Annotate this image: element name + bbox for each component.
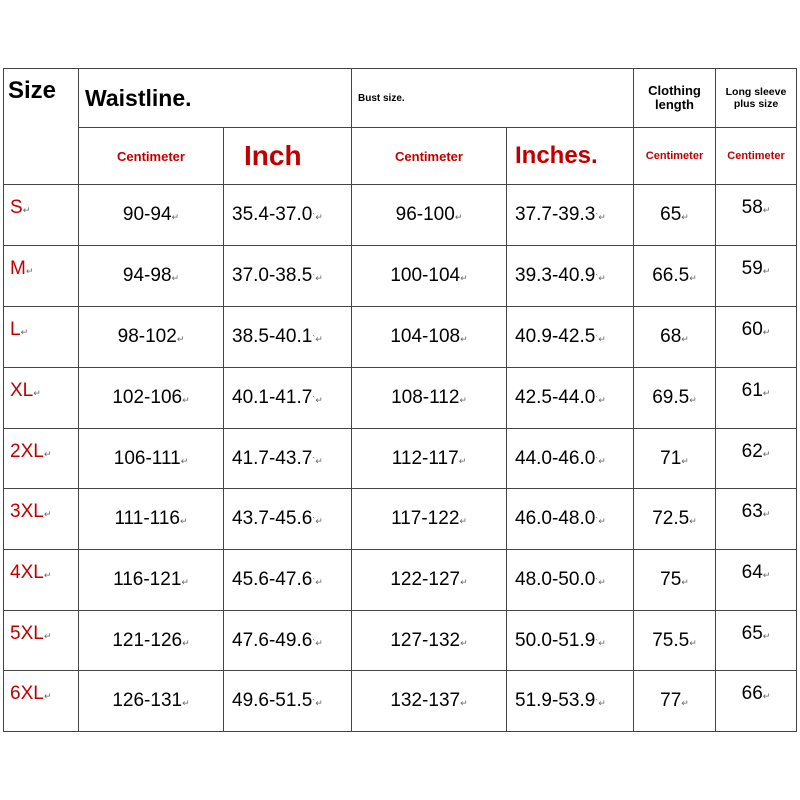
waist-inch-cell-value: 38.5-40.1: [232, 326, 313, 347]
bust-cm-cell: [352, 246, 507, 307]
paragraph-mark: ↵: [458, 455, 467, 466]
waistline-header: Waistline.: [79, 69, 352, 128]
paragraph-mark: ↵: [22, 205, 31, 215]
paragraph-mark: ↵: [689, 395, 697, 405]
long-sleeve-header: [716, 69, 797, 128]
size-cell: [4, 307, 79, 368]
paragraph-mark: ↵: [171, 212, 180, 222]
paragraph-mark: ↵: [460, 273, 468, 283]
table-row: [4, 489, 797, 550]
paragraph-mark: ↵: [460, 637, 468, 648]
length-cell: [634, 429, 716, 489]
size-cell-value: 5XL: [10, 623, 44, 644]
length-cell-value: 75: [660, 569, 682, 590]
paragraph-mark: `↵: [312, 273, 323, 283]
waist-inch-cell: [224, 550, 352, 611]
size-cell: [4, 611, 79, 671]
bust-inch-cell: [507, 246, 634, 307]
length-cell-value: 66.5: [652, 265, 690, 286]
bust-inch-unit: Inches.: [507, 128, 634, 185]
waist-cm-cell: [79, 307, 224, 368]
paragraph-mark: ↵: [43, 449, 52, 459]
sleeve-cell-value: 59: [741, 258, 763, 279]
paragraph-mark: ↵: [25, 266, 34, 276]
paragraph-mark: ↵: [459, 516, 467, 526]
sleeve-cell-value: 64: [741, 562, 763, 583]
bust-inch-cell-value: 39.3-40.9: [515, 265, 596, 286]
size-cell-value: M: [10, 258, 26, 279]
bust-inch-cell-value: 46.0-48.0: [515, 508, 596, 529]
paragraph-mark: ↵: [176, 334, 185, 344]
waist-cm-cell-value: 90-94: [122, 204, 172, 225]
sleeve-cell-value: 61: [741, 380, 763, 401]
length-cell-value: 72.5: [652, 508, 690, 529]
table-row: [4, 185, 797, 246]
bust-cm-cell-value: 122-127: [390, 569, 461, 590]
paragraph-mark: ↵: [689, 516, 697, 526]
header-row: [4, 69, 797, 128]
paragraph-mark: ↵: [181, 577, 189, 587]
paragraph-mark: ↵: [689, 273, 697, 283]
waist-inch-unit: Inch: [224, 128, 352, 185]
waist-cm-cell-value: 98-102: [117, 326, 177, 347]
paragraph-mark: `↵: [312, 334, 323, 344]
size-cell: [4, 429, 79, 489]
size-cell: [4, 550, 79, 611]
paragraph-mark: ↵: [171, 273, 180, 283]
waist-cm-cell-value: 116-121: [113, 569, 182, 590]
paragraph-mark: `↵: [595, 698, 606, 708]
bust-cm-unit: Centimeter: [352, 128, 507, 185]
paragraph-mark: ↵: [459, 395, 467, 405]
paragraph-mark: ↵: [681, 334, 689, 344]
length-cell: [634, 246, 716, 307]
sleeve-cell: [716, 368, 797, 429]
clothing-length-line-2: length: [655, 97, 694, 112]
size-cell-value: 3XL: [10, 501, 44, 522]
sleeve-cell: [716, 611, 797, 671]
unit-row: [4, 128, 797, 185]
sleeve-cell-value: 58: [741, 197, 763, 218]
size-cell: [4, 368, 79, 429]
sleeve-cell: [716, 307, 797, 368]
size-header: Size: [4, 69, 79, 185]
bust-inch-cell-value: 44.0-46.0: [515, 447, 596, 469]
paragraph-mark: ↵: [182, 395, 190, 405]
bust-inch-cell: [507, 550, 634, 611]
waist-inch-cell-value: 49.6-51.5: [232, 690, 313, 711]
paragraph-mark: ↵: [180, 455, 189, 466]
paragraph-mark: `↵: [595, 212, 606, 222]
waist-inch-cell: [224, 671, 352, 732]
bust-cm-cell-value: 127-132: [390, 629, 461, 651]
paragraph-mark: ↵: [762, 327, 771, 337]
bust-inch-cell: [507, 429, 634, 489]
waist-cm-cell: [79, 550, 224, 611]
bust-cm-cell: [352, 550, 507, 611]
waist-cm-unit: Centimeter: [79, 128, 224, 185]
waist-cm-cell: [79, 246, 224, 307]
paragraph-mark: `↵: [312, 698, 323, 708]
length-cell-value: 68: [660, 326, 682, 347]
paragraph-mark: `↵: [595, 577, 606, 587]
waist-inch-cell-value: 43.7-45.6: [232, 508, 313, 529]
size-cell-value: 4XL: [10, 562, 44, 583]
long-sleeve-line-1: Long sleeve: [725, 86, 787, 98]
paragraph-mark: ↵: [762, 205, 771, 215]
size-chart-table: [3, 68, 797, 732]
paragraph-mark: `↵: [312, 516, 323, 526]
paragraph-mark: ↵: [20, 327, 29, 337]
paragraph-mark: ↵: [762, 509, 771, 519]
waist-inch-cell: [224, 246, 352, 307]
waist-inch-cell-value: 47.6-49.6: [232, 629, 313, 651]
bust-inch-cell: [507, 185, 634, 246]
bust-inch-cell: [507, 671, 634, 732]
length-cell: [634, 368, 716, 429]
waist-inch-cell: [224, 611, 352, 671]
bust-cm-cell: [352, 185, 507, 246]
waist-inch-cell-value: 40.1-41.7: [232, 387, 313, 408]
waist-inch-cell-value: 35.4-37.0: [232, 204, 313, 225]
size-cell-value: 2XL: [10, 441, 44, 462]
length-cell: [634, 611, 716, 671]
size-cell: [4, 185, 79, 246]
table-row: [4, 611, 797, 671]
bust-cm-cell-value: 112-117: [391, 447, 459, 469]
size-cell: [4, 246, 79, 307]
sleeve-cell: [716, 246, 797, 307]
length-cell: [634, 489, 716, 550]
bust-inch-cell-value: 48.0-50.0: [515, 569, 596, 590]
paragraph-mark: ↵: [689, 637, 697, 648]
length-cell: [634, 307, 716, 368]
paragraph-mark: `↵: [312, 212, 323, 222]
size-cell-value: S: [10, 197, 23, 218]
bust-cm-cell: [352, 429, 507, 489]
waist-inch-cell-value: 37.0-38.5: [232, 265, 313, 286]
bust-inch-cell: [507, 611, 634, 671]
paragraph-mark: ↵: [43, 691, 52, 701]
waist-cm-cell: [79, 368, 224, 429]
clothing-length-line-1: Clothing: [648, 83, 701, 98]
waist-cm-cell: [79, 611, 224, 671]
paragraph-mark: ↵: [762, 449, 771, 459]
size-cell: [4, 489, 79, 550]
bust-cm-cell-value: 96-100: [395, 204, 455, 225]
paragraph-mark: `↵: [595, 455, 606, 466]
bust-cm-cell-value: 104-108: [390, 326, 461, 347]
paragraph-mark: ↵: [43, 631, 52, 641]
bust-inch-cell-value: 50.0-51.9: [515, 629, 596, 651]
bust-inch-cell-value: 51.9-53.9: [515, 690, 596, 711]
paragraph-mark: ↵: [43, 570, 52, 580]
paragraph-mark: ↵: [681, 698, 689, 708]
paragraph-mark: `↵: [595, 273, 606, 283]
waist-cm-cell: [79, 489, 224, 550]
size-cell-value: XL: [10, 380, 34, 401]
paragraph-mark: `↵: [312, 455, 323, 466]
paragraph-mark: ↵: [182, 637, 190, 648]
waist-inch-cell: [224, 185, 352, 246]
paragraph-mark: `↵: [312, 577, 323, 587]
length-cell-value: 75.5: [652, 629, 690, 651]
sleeve-cell-value: 65: [741, 623, 763, 644]
bust-inch-cell-value: 40.9-42.5: [515, 326, 596, 347]
waist-inch-cell: [224, 368, 352, 429]
sleeve-cell: [716, 489, 797, 550]
paragraph-mark: ↵: [460, 698, 468, 708]
length-cell-value: 71: [660, 447, 682, 469]
paragraph-mark: `↵: [595, 516, 606, 526]
paragraph-mark: ↵: [454, 212, 463, 222]
bust-cm-cell: [352, 489, 507, 550]
paragraph-mark: `↵: [595, 395, 606, 405]
paragraph-mark: ↵: [681, 212, 689, 222]
length-cm-unit: Centimeter: [634, 128, 716, 185]
paragraph-mark: ↵: [762, 570, 771, 580]
paragraph-mark: ↵: [762, 266, 771, 276]
paragraph-mark: ↵: [762, 631, 771, 641]
waist-cm-cell-value: 102-106: [112, 387, 183, 408]
table-row: [4, 671, 797, 732]
bust-size-header: Bust size.: [352, 69, 634, 128]
paragraph-mark: ↵: [460, 577, 468, 587]
paragraph-mark: `↵: [312, 395, 323, 405]
bust-cm-cell: [352, 671, 507, 732]
waist-cm-cell-value: 106-111: [113, 447, 181, 469]
waist-inch-cell: [224, 429, 352, 489]
table-row: [4, 550, 797, 611]
sleeve-cell: [716, 185, 797, 246]
sleeve-cm-unit: Centimeter: [716, 128, 797, 185]
bust-cm-cell-value: 117-122: [391, 508, 460, 529]
size-cell-value: L: [10, 319, 21, 340]
waist-cm-cell-value: 94-98: [122, 265, 172, 286]
sleeve-cell-value: 62: [741, 441, 763, 462]
sleeve-cell: [716, 550, 797, 611]
bust-cm-cell: [352, 307, 507, 368]
length-cell-value: 69.5: [652, 387, 690, 408]
length-cell-value: 77: [660, 690, 682, 711]
paragraph-mark: `↵: [595, 334, 606, 344]
bust-cm-cell-value: 100-104: [390, 265, 461, 286]
length-cell: [634, 671, 716, 732]
length-cell: [634, 550, 716, 611]
paragraph-mark: ↵: [762, 388, 771, 398]
paragraph-mark: ↵: [762, 691, 771, 701]
bust-inch-cell: [507, 368, 634, 429]
waist-cm-cell-value: 111-116: [114, 508, 180, 529]
sleeve-cell-value: 63: [741, 501, 763, 522]
paragraph-mark: ↵: [43, 509, 52, 519]
bust-inch-cell-value: 37.7-39.3: [515, 204, 596, 225]
bust-cm-cell-value: 108-112: [391, 387, 460, 408]
paragraph-mark: ↵: [681, 455, 689, 466]
waist-cm-cell: [79, 185, 224, 246]
paragraph-mark: ↵: [179, 516, 188, 526]
waist-cm-cell-value: 126-131: [112, 690, 183, 711]
waist-inch-cell: [224, 307, 352, 368]
clothing-length-header: [634, 69, 716, 128]
paragraph-mark: ↵: [460, 334, 468, 344]
paragraph-mark: ↵: [182, 698, 190, 708]
bust-inch-cell: [507, 307, 634, 368]
waist-inch-cell: [224, 489, 352, 550]
waist-cm-cell: [79, 429, 224, 489]
size-cell: [4, 671, 79, 732]
sleeve-cell: [716, 671, 797, 732]
sleeve-cell-value: 66: [741, 683, 763, 704]
bust-cm-cell: [352, 368, 507, 429]
size-cell-value: 6XL: [10, 683, 44, 704]
waist-inch-cell-value: 41.7-43.7: [232, 447, 313, 469]
waist-cm-cell-value: 121-126: [112, 629, 183, 651]
bust-inch-cell: [507, 489, 634, 550]
paragraph-mark: ↵: [681, 577, 689, 587]
bust-inch-cell-value: 42.5-44.0: [515, 387, 596, 408]
length-cell-value: 65: [660, 204, 682, 225]
sleeve-cell-value: 60: [741, 319, 763, 340]
size-rows: [4, 185, 797, 732]
paragraph-mark: `↵: [595, 637, 606, 648]
bust-cm-cell-value: 132-137: [390, 690, 461, 711]
table-row: [4, 429, 797, 489]
waist-cm-cell: [79, 671, 224, 732]
bust-cm-cell: [352, 611, 507, 671]
sleeve-cell: [716, 429, 797, 489]
table-row: [4, 307, 797, 368]
waist-inch-cell-value: 45.6-47.6: [232, 569, 313, 590]
table-row: [4, 246, 797, 307]
long-sleeve-line-2: plus size: [733, 98, 779, 110]
paragraph-mark: ↵: [33, 388, 41, 398]
length-cell: [634, 185, 716, 246]
table-row: [4, 368, 797, 429]
paragraph-mark: `↵: [312, 637, 323, 648]
